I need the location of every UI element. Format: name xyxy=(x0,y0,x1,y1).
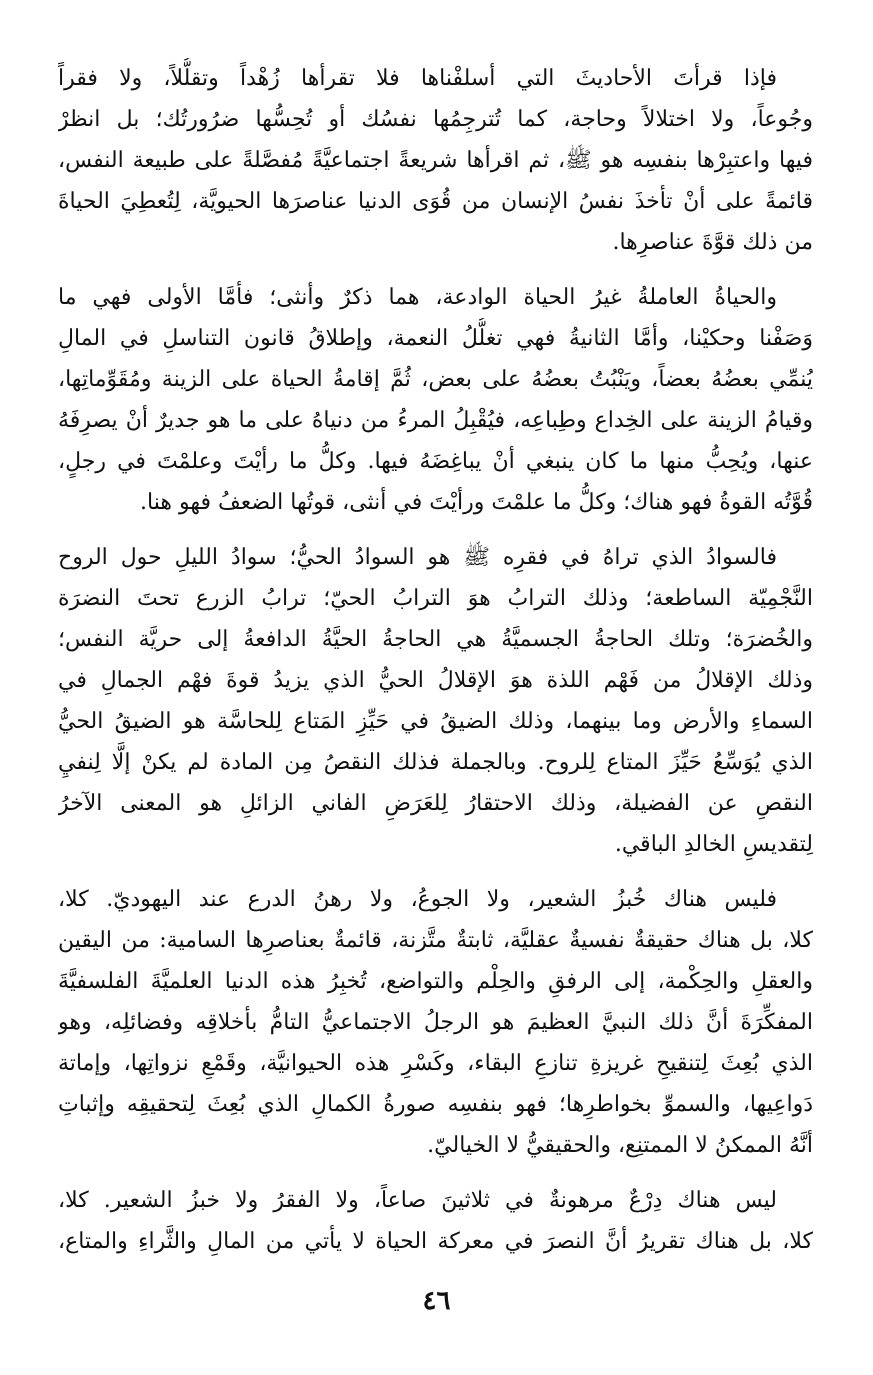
text-line: والخُضرَة؛ وتلك الحاجةُ الجسميَّةُ هي الحاجةُ الحيَّةُ الدافعةُ إلى حريَّة النفس؛ xyxy=(58,627,813,652)
text-line: لِتقديسِ الخالدِ الباقي. xyxy=(614,832,813,857)
text-line: السماءِ والأرض وما بينهما، وذلك الضيقُ في حَيِّزِ المَتاع لِلحاسَّة هو الضيقُ الحيُّ xyxy=(58,709,813,734)
text-line: المفكِّرَةَ أنَّ ذلك النبيَّ العظيمَ هو الرجلُ الاجتماعيُّ التامُّ بأخلاقِه وفضائلِه، وهو xyxy=(58,1010,813,1035)
text-line: عنها، ويُحِبُّ منها ما كان ينبغي أنْ يباغِضَهُ فيها. وكلُّ ما رأيْتَ وعلمْتَ في رجلٍ، xyxy=(58,449,813,474)
text-line: أنَّهُ الممكنُ لا الممتنِع، والحقيقيُّ لا الخياليّ. xyxy=(427,1133,813,1158)
text-line: وَصَفْنا وحكيْنا، وأمَّا الثانيةُ فهي تغلُّلُ النعمة، وإطلاقُ قانون التناسلِ في المالِ xyxy=(58,326,813,351)
text-line: فإذا قرأتَ الأحاديثَ التي أسلفْناها فلا تقرأها زُهْداً وتقلُّلاً، ولا فقراً xyxy=(58,66,777,91)
paragraph xyxy=(58,537,813,865)
text-line: وقيامُ الزينة على الخِداع وطِباعِه، فيُقْبِلُ المرءُ من دنياهُ على ما هو جديرٌ أنْ يصرِفَهُ xyxy=(58,408,813,433)
page-number: ٤٦ xyxy=(422,1286,451,1316)
text-line: فيها واعتبِرْها بنفسِه هو ﷺ، ثم اقرأها شريعةً اجتماعيَّةً مُفصَّلةً على طبيعة النفس، xyxy=(58,148,813,173)
text-line: النَّجْمِيّة الساطعة؛ وذلك الترابُ هوَ الترابُ الحيّ؛ ترابُ الزرع تحتَ النضرَة xyxy=(58,586,813,611)
text-line: الذي يُوَسِّعُ حَيِّزَ المتاع لِلروح. وبالجملة فذلك النقصُ مِن المادة لم يكنْ إلَّا لِنفيِ xyxy=(58,750,813,775)
text-line: النقصِ عن الفضيلة، وذلك الاحتقارُ لِلعَرَضِ الفاني الزائلِ هو المعنى الآخرُ xyxy=(58,791,813,816)
paragraph xyxy=(58,879,813,1166)
page-body xyxy=(58,58,813,1262)
text-line: ليس هناك دِرْعٌ مرهونةٌ في ثلاثينَ صاعاً، ولا الفقرُ ولا خبزُ الشعير. كلا، xyxy=(58,1188,777,1213)
text-line: فليس هناك خُبزُ الشعير، ولا الجوعُ، ولا رهنُ الدرع عند اليهوديّ. كلا، xyxy=(58,887,777,912)
text-line: قُوَّتُه القوةُ فهو هناك؛ وكلُّ ما علمْتَ ورأيْتَ في أنثى، قوتُها الضعفُ فهو هنا. xyxy=(140,490,813,515)
text-line: يُنمِّي بعضُهُ بعضاً، ويَنْبُتُ بعضُهُ على بعض، ثُمَّ إقامةُ الحياة على الزينة ومُقَوِّماتِها، xyxy=(58,367,813,392)
text-line: كلا، بل هناك تقريرُ أنَّ النصرَ في معركة الحياة لا يأتي من المالِ والثَّراءِ والمتاع، xyxy=(58,1229,813,1254)
text-line: وجُوعاً، ولا اختلالاً وحاجة، كما تُترجِمُها نفسُك أو تُحِسُّها ضرُورتُك؛ بل انظرْ xyxy=(58,107,813,132)
text-line: والعقلِ والحِكْمة، إلى الرفقِ والحِلْم والتواضع، تُخبِرُ هذه الدنيا العلميَّةَ الفلسفيَّةَ xyxy=(58,969,813,994)
text-line: دَواعِيها، والسموِّ بخواطرِها؛ فهو بنفسِه صورةُ الكمالِ الذي بُعِثَ لِتحقيقِه وإثباتِ xyxy=(58,1092,813,1117)
text-line: والحياةُ العاملةُ غيرُ الحياة الوادعة، هما ذكرٌ وأنثى؛ فأمَّا الأولى فهي ما xyxy=(58,285,777,310)
paragraph xyxy=(58,1180,813,1262)
text-line: الذي بُعِثَ لِتنقيحِ غريزةِ تنازعِ البقاء، وكَسْرِ هذه الحيوانيَّة، وقَمْعِ نزواتِها، وإماتة xyxy=(58,1051,813,1076)
text-line: وذلك الإقلالُ من فَهْم اللذة هوَ الإقلالُ الحيُّ الذي يزيدُ قوةَ فهْم الجمالِ في xyxy=(58,668,813,693)
text-line: فالسوادُ الذي تراهُ في فقرِه ﷺ هو السوادُ الحيُّ؛ سوادُ الليلِ حول الروح xyxy=(58,545,777,570)
text-line: من ذلك قوَّةَ عناصرِها. xyxy=(612,230,813,255)
paragraph xyxy=(58,58,813,263)
text-line: قائمةً على أنْ تأخذَ نفسُ الإنسان من قُوَى الدنيا عناصرَها الحيويَّة، لِتُعطِيَ الحياةَ xyxy=(58,189,813,214)
text-line: كلا، بل هناك حقيقةٌ نفسيةٌ عقليَّة، ثابتةٌ متَّزنة، قائمةٌ بعناصرِها السامية: من اليقين xyxy=(58,928,813,953)
paragraph xyxy=(58,277,813,523)
